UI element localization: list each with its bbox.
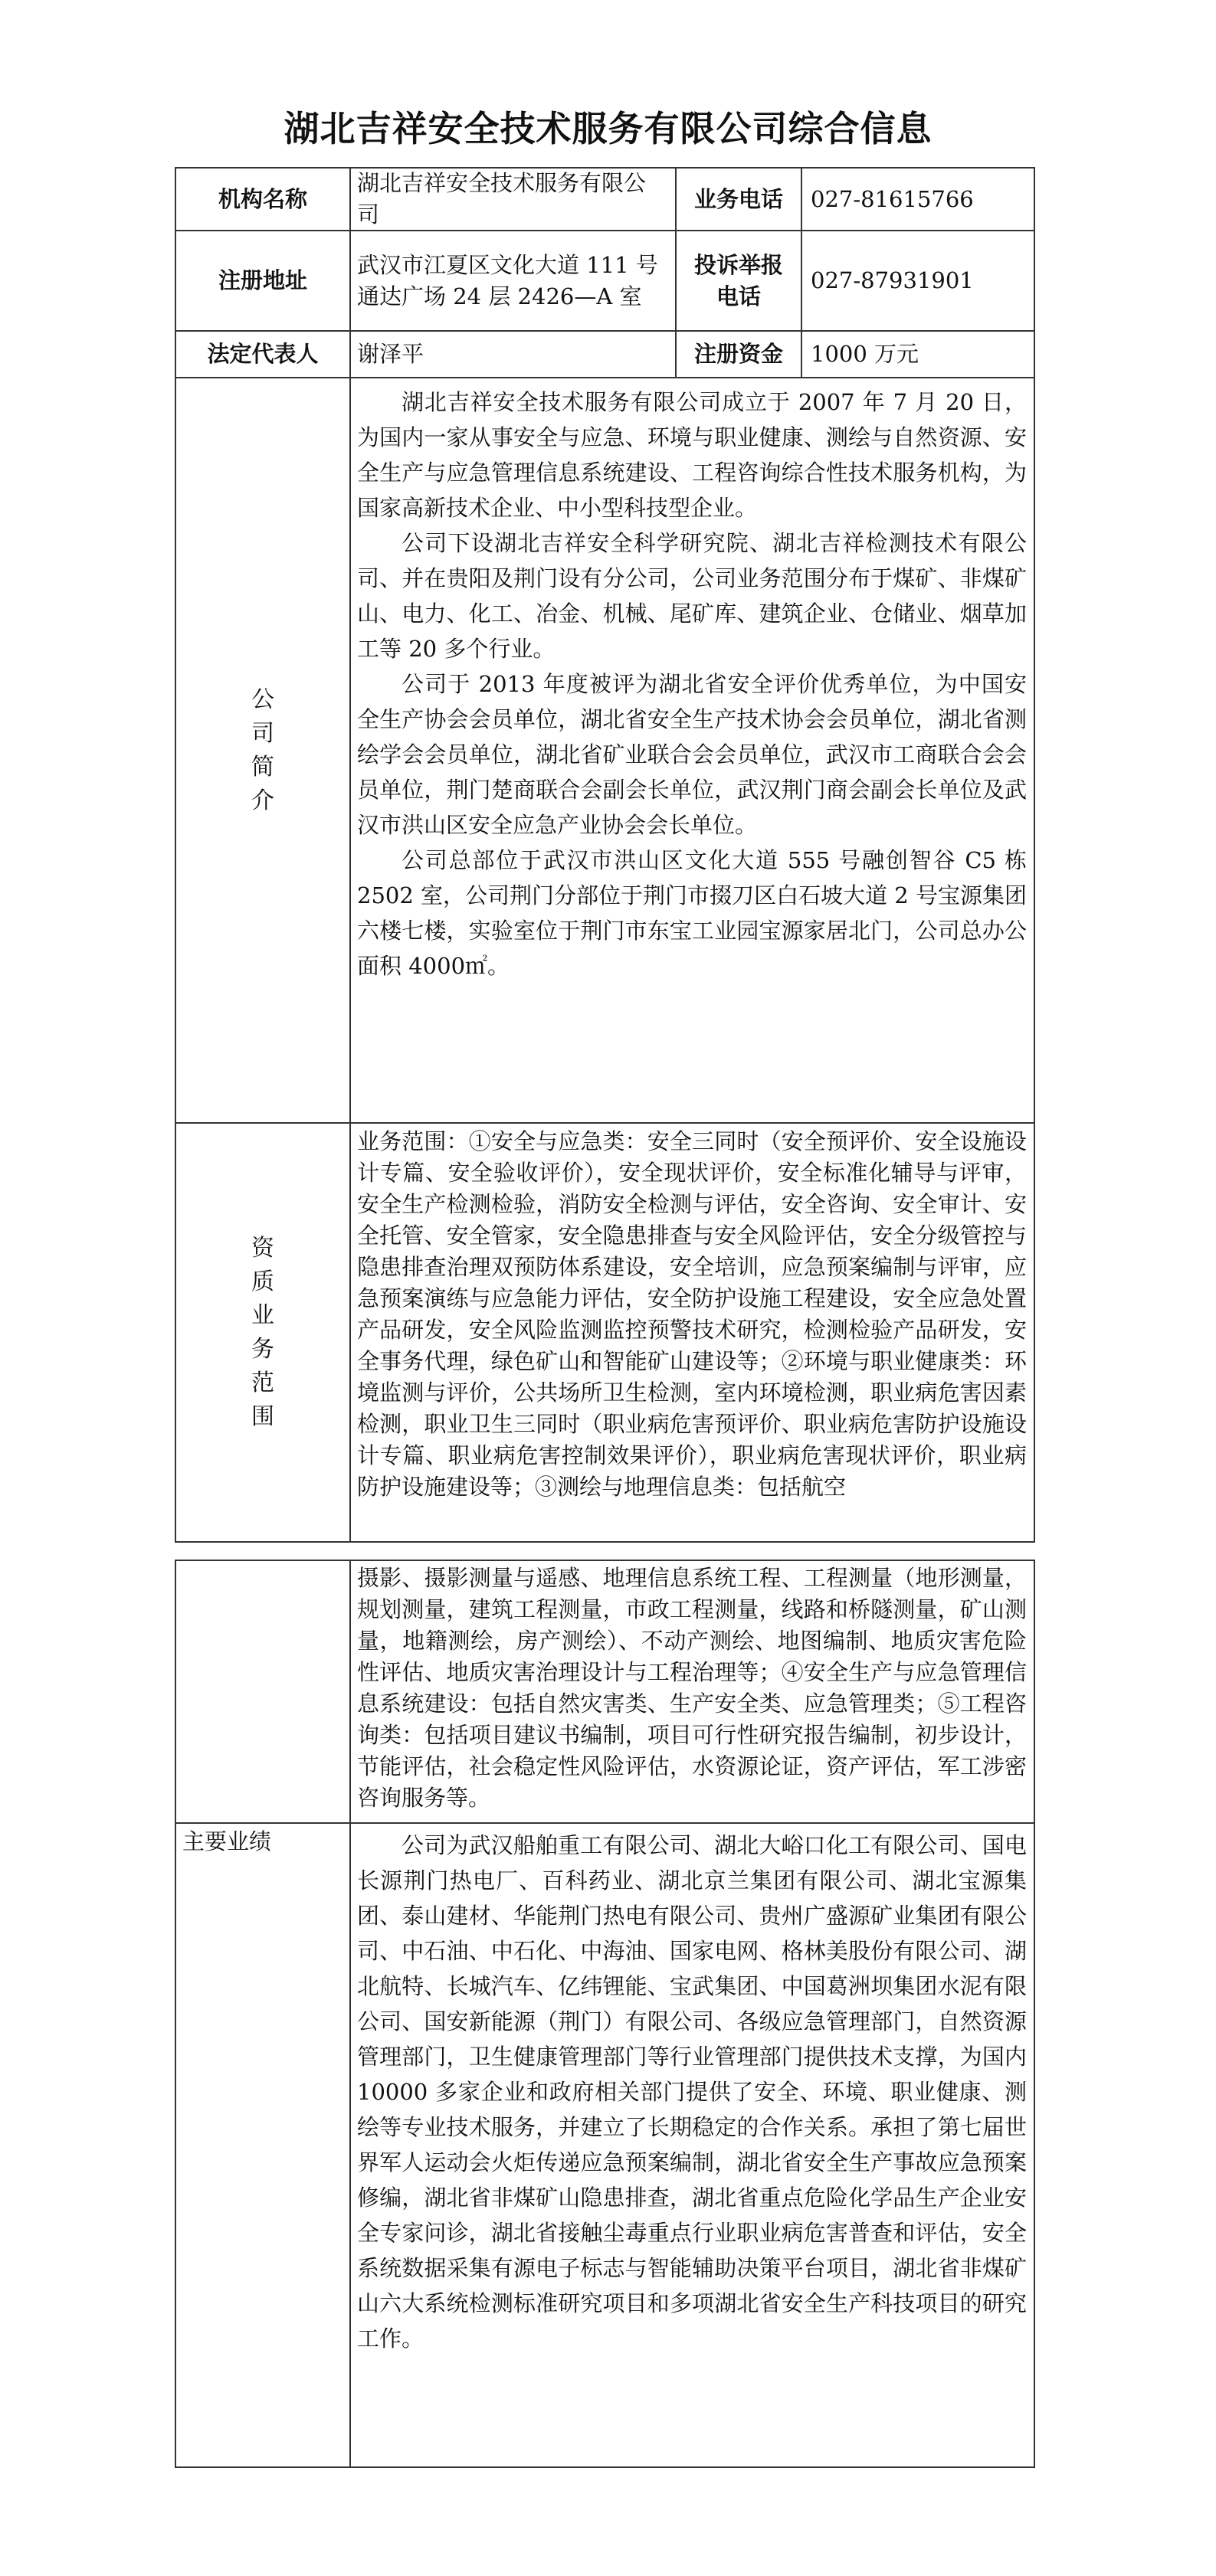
complaint-phone-value: 027-87931901 bbox=[811, 267, 974, 293]
profile-paragraph: 公司于 2013 年度被评为湖北省安全评价优秀单位，为中国安全生产协会会员单位，湖北省安全生产技术协会会员单位，湖北省测绘学会会员单位，湖北省矿业联合会会员单位，武汉市工商联合会会员单位，荆门楚商联合会副会长单位，武汉荆门商会副会长单位及武汉市洪山区安全应急产业协会会长单位。 bbox=[357, 671, 1027, 838]
profile-paragraph: 公司总部位于武汉市洪山区文化大道 555 号融创智谷 C5 栋 2502 室，公司荆门分部位于荆门市掇刀区白石坡大道 2 号宝源集团六楼七楼，实验室位于荆门市东宝工业园宝源家居北门，公司总办公面积 4000㎡。 bbox=[357, 847, 1027, 979]
profile-paragraph: 公司下设湖北吉祥安全科学研究院、湖北吉祥检测技术有限公司、并在贵阳及荆门设有分公司，公司业务范围分布于煤矿、非煤矿山、电力、化工、冶金、机械、尾矿库、建筑企业、仓储业、烟草加工等 20 多个行业。 bbox=[357, 530, 1027, 662]
business-phone-value: 027-81615766 bbox=[811, 185, 974, 212]
org-name-label: 机构名称 bbox=[218, 185, 307, 212]
document-title: 湖北吉祥安全技术服务有限公司综合信息 bbox=[284, 108, 932, 149]
scope-content-part1 bbox=[357, 1126, 1027, 1540]
address-value: 武汉市江夏区文化大道 111 号通达广场 24 层 2426—A 室 bbox=[357, 251, 658, 309]
scope-label-char: 业 bbox=[251, 1301, 274, 1329]
achievements-content bbox=[357, 1828, 1027, 2463]
legal-rep-value: 谢泽平 bbox=[357, 341, 424, 367]
profile-label-char: 简 bbox=[251, 753, 274, 781]
org-name-value: 湖北吉祥安全技术服务有限公司 bbox=[357, 170, 647, 227]
business-phone-label: 业务电话 bbox=[693, 185, 783, 212]
capital-value: 1000 万元 bbox=[811, 341, 919, 367]
scope-label-char: 范 bbox=[251, 1369, 274, 1396]
scope-content-part2 bbox=[357, 1563, 1027, 1820]
achievements-paragraph: 公司为武汉船舶重工有限公司、湖北大峪口化工有限公司、国电长源荆门热电厂、百科药业、湖北京兰集团有限公司、湖北宝源集团、泰山建材、华能荆门热电有限公司、贵州广盛源矿业集团有限公司、中石油、中石化、中海油、国家电网、格林美股份有限公司、湖北航特、长城汽车、亿纬锂能、宝武集团、中国葛洲坝集团水泥有限公司、国安新能源（荆门）有限公司、各级应急管理部门，自然资源管理部门，卫生健康管理部门等行业管理部门提供技术支撑，为国内 10000 多家企业和政府相关部门提供了安全、环境、职业健康、测绘等专业技术服务，并建立了长期稳定的合作关系。承担了第七届世界军人运动会火炬传递应急预案编制，湖北省安全生产事故应急预案修编，湖北省非煤矿山隐患排查，湖北省重点危险化学品生产企业安全专家问诊，湖北省接触尘毒重点行业职业病危害普查和评估，安全系统数据采集有源电子标志与智能辅助决策平台项目，湖北省非煤矿山六大系统检测标准研究项目和多项湖北省安全生产科技项目的研究工作。 bbox=[357, 1832, 1027, 2352]
complaint-phone-label: 投诉举报电话 bbox=[693, 251, 783, 309]
scope-label-char: 资 bbox=[251, 1234, 274, 1262]
scope-paragraph: 摄影、摄影测量与遥感、地理信息系统工程、工程测量（地形测量，规划测量，建筑工程测量，市政工程测量，线路和桥隧测量，矿山测量，地籍测绘，房产测绘）、不动产测绘、地图编制、地质灾害危险性评估、地质灾害治理设计与工程治理等；④安全生产与应急管理信息系统建设：包括自然灾害类、生产安全类、应急管理类；⑤工程咨询类：包括项目建议书编制，项目可行性研究报告编制，初步设计，节能评估，社会稳定性风险评估，水资源论证，资产评估，军工涉密咨询服务等。 bbox=[357, 1565, 1027, 1811]
legal-rep-label: 法定代表人 bbox=[207, 341, 319, 367]
profile-label-char: 公 bbox=[251, 686, 274, 713]
profile-paragraph: 湖北吉祥安全技术服务有限公司成立于 2007 年 7 月 20 日，为国内一家从事安全与应急、环境与职业健康、测绘与自然资源、安全生产与应急管理信息系统建设、工程咨询综合性技术服务机构，为国家高新技术企业、中小型科技型企业。 bbox=[357, 389, 1027, 521]
profile-content bbox=[357, 385, 1027, 1120]
scope-label-char: 围 bbox=[251, 1403, 274, 1430]
achievements-label: 主要业绩 bbox=[182, 1828, 272, 1854]
profile-label-char: 司 bbox=[251, 719, 274, 747]
scope-label-char: 质 bbox=[251, 1268, 274, 1295]
profile-label bbox=[176, 378, 349, 1122]
scope-label-char: 务 bbox=[251, 1335, 274, 1363]
scope-paragraph: 业务范围：①安全与应急类：安全三同时（安全预评价、安全设施设计专篇、安全验收评价），安全现状评价，安全标准化辅导与评审，安全生产检测检验，消防安全检测与评估，安全咨询、安全审计、安全托管、安全管家，安全隐患排查与安全风险评估，安全分级管控与隐患排查治理双预防体系建设，安全培训，应急预案编制与评审，应急预案演练与应急能力评估，安全防护设施工程建设，安全应急处置产品研发，安全风险监测监控预警技术研究，检测检验产品研发，安全事务代理，绿色矿山和智能矿山建设等；②环境与职业健康类：环境监测与评价，公共场所卫生检测，室内环境检测，职业病危害因素检测，职业卫生三同时（职业病危害预评价、职业病危害防护设施设计专篇、职业病危害控制效果评价），职业病危害现状评价，职业病防护设施建设等；③测绘与地理信息类：包括航空 bbox=[357, 1128, 1027, 1500]
capital-label: 注册资金 bbox=[693, 341, 783, 367]
scope-label bbox=[176, 1124, 349, 1541]
address-label: 注册地址 bbox=[218, 267, 307, 293]
profile-label-char: 介 bbox=[251, 787, 274, 814]
